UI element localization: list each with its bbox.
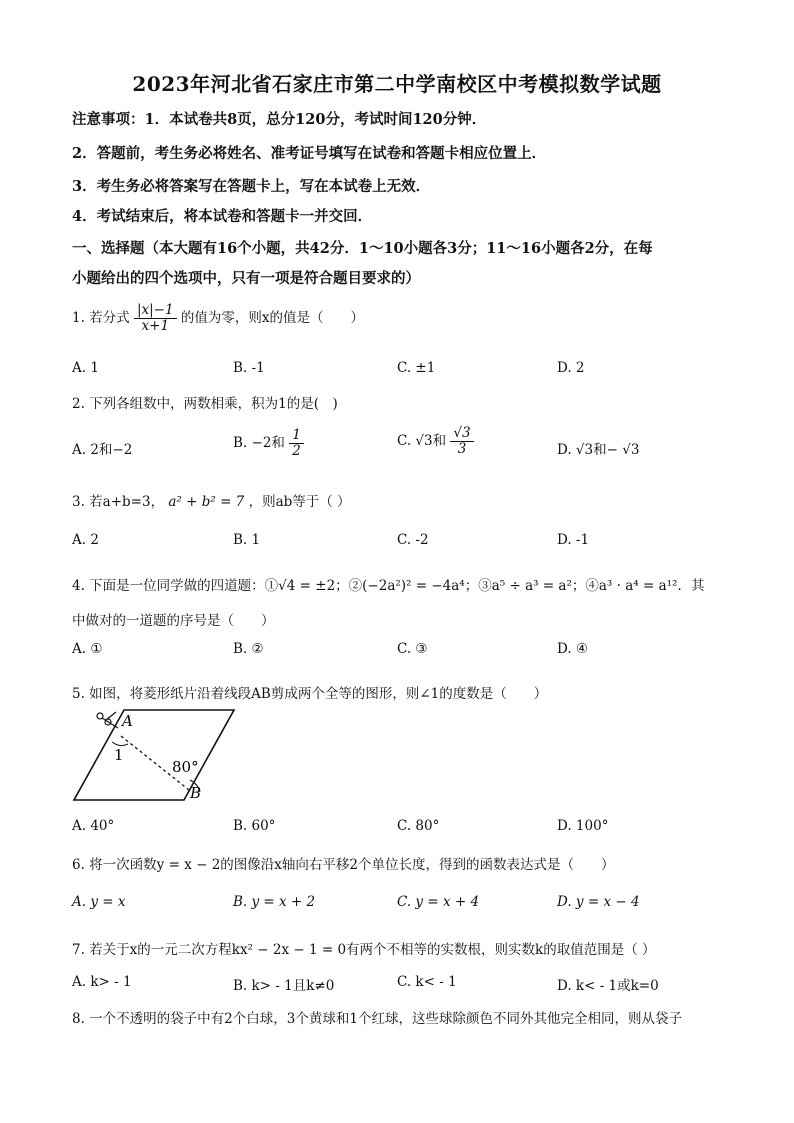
q3-option-a[interactable]: A. 2 xyxy=(72,532,99,548)
q7-option-a[interactable]: A. k> - 1 xyxy=(72,974,132,990)
q1-prefix: 1. 若分式 xyxy=(72,309,130,326)
q2-b-num: 1 xyxy=(289,428,304,444)
q1-option-a[interactable]: A. 1 xyxy=(72,360,99,376)
note-1: 注意事项：1．本试卷共8页，总分120分，考试时间120分钟． xyxy=(72,111,487,128)
note-3: 3．考生务必将答案写在答题卡上，写在本试卷上无效． xyxy=(72,178,431,195)
q6-option-b[interactable]: B. y = x + 2 xyxy=(233,894,316,910)
q7-option-c[interactable]: C. k< - 1 xyxy=(397,974,457,990)
label-angle-80: 80° xyxy=(172,758,199,776)
q5-option-d[interactable]: D. 100° xyxy=(557,818,609,834)
q2-option-c-label: C. √3和 xyxy=(397,432,447,449)
q4-option-b[interactable]: B. ② xyxy=(233,641,264,657)
section-heading-line2: 小题给出的四个选项中，只有一项是符合题目要求的） xyxy=(72,270,420,287)
q1-fraction-numerator: |x|−1 xyxy=(134,303,177,319)
q3-expression: a² + b² = 7 xyxy=(168,494,245,510)
q4-option-d[interactable]: D. ④ xyxy=(557,641,589,657)
question-8: 8. 一个不透明的袋子中有2个白球，3个黄球和1个红球，这些球除颜色不同外其他完全相同，则从袋子 xyxy=(72,1011,682,1027)
question-1 xyxy=(72,303,364,334)
q1-suffix: 的值为零，则x的值是（ ） xyxy=(180,309,365,326)
q3-stem: 3. 若a+b=3， xyxy=(72,494,165,510)
question-3 xyxy=(72,490,351,510)
q2-option-c-fraction xyxy=(450,426,473,457)
page-title: 2023年河北省石家庄市第二中学南校区中考模拟数学试题 xyxy=(132,72,662,96)
label-b: B xyxy=(190,784,202,802)
q2-option-b[interactable] xyxy=(233,428,304,459)
q2-option-c[interactable] xyxy=(397,426,474,457)
q2-option-b-fraction xyxy=(289,428,304,459)
question-4-line1: 4. 下面是一位同学做的四道题：①√4 = ±2；②(−2a²)² = −4a⁴；③a⁵ ÷ a³ = a²；④a³ · a⁴ = a¹²．其 xyxy=(72,578,705,594)
q2-c-den: 3 xyxy=(457,440,467,457)
q3-option-b[interactable]: B. 1 xyxy=(233,532,261,548)
q3-option-d[interactable]: D. -1 xyxy=(557,532,590,548)
q7-option-d[interactable]: D. k< - 1或k=0 xyxy=(557,978,659,994)
label-angle-1: 1 xyxy=(114,746,124,764)
q2-option-d[interactable]: D. √3和− √3 xyxy=(557,442,640,458)
section-heading-line1: 一、选择题（本大题有16个小题，共42分．1～10小题各3分；11～16小题各2分，在每 xyxy=(72,240,653,257)
note-4: 4．考试结束后，将本试卷和答题卡一并交回． xyxy=(72,208,373,225)
q5-option-c[interactable]: C. 80° xyxy=(397,818,440,834)
rhombus-outline xyxy=(74,710,234,800)
q1-option-c[interactable]: C. ±1 xyxy=(397,360,436,376)
question-7: 7. 若关于x的一元二次方程kx² − 2x − 1 = 0有两个不相等的实数根，则实数k的取值范围是（ ） xyxy=(72,942,656,958)
q3-option-c[interactable]: C. -2 xyxy=(397,532,429,548)
q2-option-b-label: B. −2和 xyxy=(233,434,285,451)
q1-fraction xyxy=(134,303,177,334)
q1-fraction-denominator: x+1 xyxy=(141,317,170,334)
q2-c-num: √3 xyxy=(450,426,473,442)
q1-option-b[interactable]: B. -1 xyxy=(233,360,265,376)
scissors-icon xyxy=(97,712,118,728)
q7-option-b[interactable]: B. k> - 1且k≠0 xyxy=(233,978,335,994)
q6-option-d[interactable]: D. y = x − 4 xyxy=(557,894,640,910)
q5-option-a[interactable]: A. 40° xyxy=(72,818,115,834)
q2-option-a[interactable]: A. 2和−2 xyxy=(72,442,133,458)
q6-option-c[interactable]: C. y = x + 4 xyxy=(397,894,480,910)
question-6: 6. 将一次函数y = x − 2的图像沿x轴向右平移2个单位长度，得到的函数表达式是（ ） xyxy=(72,857,615,873)
q6-option-a[interactable]: A. y = x xyxy=(72,894,126,910)
q4-option-c[interactable]: C. ③ xyxy=(397,641,428,657)
q4-option-a[interactable]: A. ① xyxy=(72,641,103,657)
label-a: A xyxy=(122,712,133,730)
q1-option-d[interactable]: D. 2 xyxy=(557,360,585,376)
rhombus-figure xyxy=(72,706,242,806)
question-5: 5. 如图，将菱形纸片沿着线段AB剪成两个全等的图形，则∠1的度数是（ ） xyxy=(72,686,548,702)
note-2: 2．答题前，考生务必将姓名、准考证号填写在试卷和答题卡相应位置上． xyxy=(72,145,547,162)
q5-option-b[interactable]: B. 60° xyxy=(233,818,276,834)
question-2: 2. 下列各组数中，两数相乘，积为1的是( ) xyxy=(72,396,338,412)
question-4-line2: 中做对的一道题的序号是（ ） xyxy=(72,613,275,629)
q3-suffix: ，则ab等于（ ） xyxy=(248,494,351,510)
q2-b-den: 2 xyxy=(292,442,301,459)
